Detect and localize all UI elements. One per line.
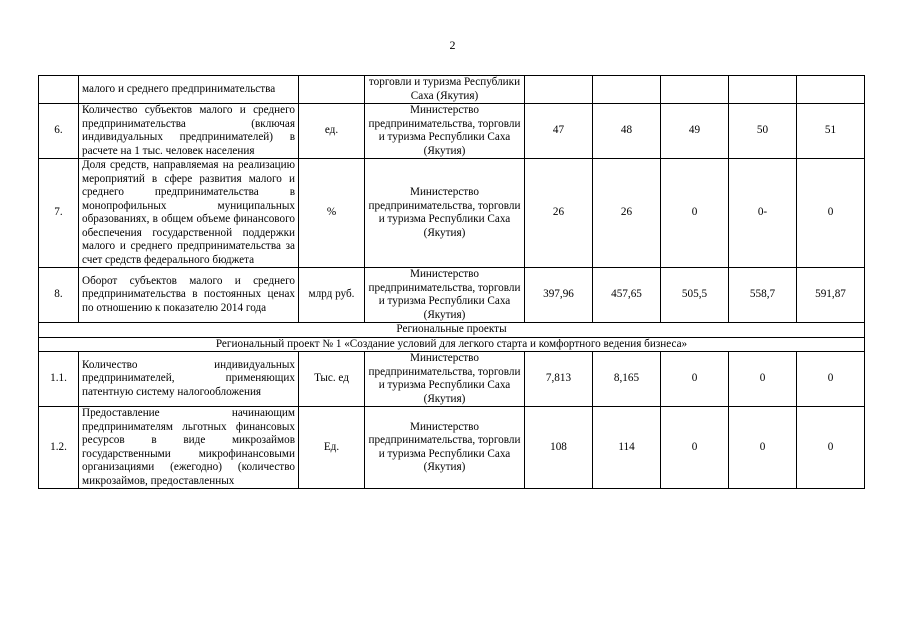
value-cell: 0 xyxy=(729,407,797,489)
unit-of-measure xyxy=(299,76,365,104)
project-row xyxy=(39,337,865,352)
unit-of-measure: ед. xyxy=(299,104,365,159)
value-cell: 47 xyxy=(525,104,593,159)
table-row xyxy=(39,104,865,159)
row-number xyxy=(39,76,79,104)
responsible-body: Министерство предпринимательства, торговли и туризма Республики Саха (Якутия) xyxy=(365,352,525,407)
table-body-project-indicators xyxy=(39,352,865,489)
indicators-table xyxy=(38,75,865,489)
table-row xyxy=(39,76,865,104)
unit-of-measure: % xyxy=(299,159,365,268)
responsible-body: торговли и туризма Республики Саха (Якутия) xyxy=(365,76,525,104)
value-cell: 0 xyxy=(729,352,797,407)
unit-of-measure: Ед. xyxy=(299,407,365,489)
indicator-name: Доля средств, направляемая на реализацию мероприятий в сфере развития малого и среднего предпринимательства в монопрофильных муниципальных образованиях, в общем объеме финансового обеспечения государственной поддержки малого и среднего предпринимательства за счет средств федерального бюджета xyxy=(79,159,299,268)
project-title: Региональный проект № 1 «Создание условий для легкого старта и комфортного ведения бизнеса» xyxy=(39,337,865,352)
indicator-name: Предоставление начинающим предпринимателям льготных финансовых ресурсов в виде микрозаймов государственными микрофинансовыми организациями (ежегодно) (количество микрозаймов, предоставленных xyxy=(79,407,299,489)
value-cell: 108 xyxy=(525,407,593,489)
value-cell: 558,7 xyxy=(729,268,797,323)
row-number: 1.1. xyxy=(39,352,79,407)
responsible-body: Министерство предпринимательства, торговли и туризма Республики Саха (Якутия) xyxy=(365,407,525,489)
value-cell: 7,813 xyxy=(525,352,593,407)
value-cell xyxy=(797,76,865,104)
value-cell: 591,87 xyxy=(797,268,865,323)
value-cell: 114 xyxy=(593,407,661,489)
row-number: 8. xyxy=(39,268,79,323)
table-row xyxy=(39,407,865,489)
responsible-body: Министерство предпринимательства, торговли и туризма Республики Саха (Якутия) xyxy=(365,104,525,159)
row-number: 7. xyxy=(39,159,79,268)
value-cell: 50 xyxy=(729,104,797,159)
value-cell: 0 xyxy=(661,352,729,407)
page-number: 2 xyxy=(449,38,456,52)
value-cell: 26 xyxy=(593,159,661,268)
value-cell: 48 xyxy=(593,104,661,159)
value-cell: 0 xyxy=(661,407,729,489)
indicator-name: Оборот субъектов малого и среднего предпринимательства в постоянных ценах по отношению к показателю 2014 года xyxy=(79,268,299,323)
value-cell: 0 xyxy=(661,159,729,268)
value-cell: 505,5 xyxy=(661,268,729,323)
indicator-name: Количество субъектов малого и среднего предпринимательства (включая индивидуальных предпринимателей) в расчете на 1 тыс. человек населения xyxy=(79,104,299,159)
table-row xyxy=(39,268,865,323)
value-cell: 8,165 xyxy=(593,352,661,407)
table-body-sections xyxy=(39,323,865,352)
section-row xyxy=(39,323,865,338)
unit-of-measure: млрд руб. xyxy=(299,268,365,323)
value-cell: 0 xyxy=(797,159,865,268)
row-number: 1.2. xyxy=(39,407,79,489)
value-cell: 0 xyxy=(797,407,865,489)
table-row xyxy=(39,159,865,268)
value-cell xyxy=(525,76,593,104)
value-cell: 49 xyxy=(661,104,729,159)
responsible-body: Министерство предпринимательства, торговли и туризма Республики Саха (Якутия) xyxy=(365,268,525,323)
value-cell: 26 xyxy=(525,159,593,268)
unit-of-measure: Тыс. ед xyxy=(299,352,365,407)
indicator-name: Количество индивидуальных предпринимателей, применяющих патентную систему налогообложения xyxy=(79,352,299,407)
value-cell: 51 xyxy=(797,104,865,159)
section-title: Региональные проекты xyxy=(39,323,865,338)
row-number: 6. xyxy=(39,104,79,159)
value-cell xyxy=(593,76,661,104)
indicator-name: малого и среднего предпринимательства xyxy=(79,76,299,104)
value-cell: 0 xyxy=(797,352,865,407)
table-body-indicators xyxy=(39,76,865,323)
value-cell xyxy=(661,76,729,104)
value-cell: 397,96 xyxy=(525,268,593,323)
value-cell xyxy=(729,76,797,104)
value-cell: 457,65 xyxy=(593,268,661,323)
value-cell: 0- xyxy=(729,159,797,268)
responsible-body: Министерство предпринимательства, торговли и туризма Республики Саха (Якутия) xyxy=(365,159,525,268)
table-row xyxy=(39,352,865,407)
